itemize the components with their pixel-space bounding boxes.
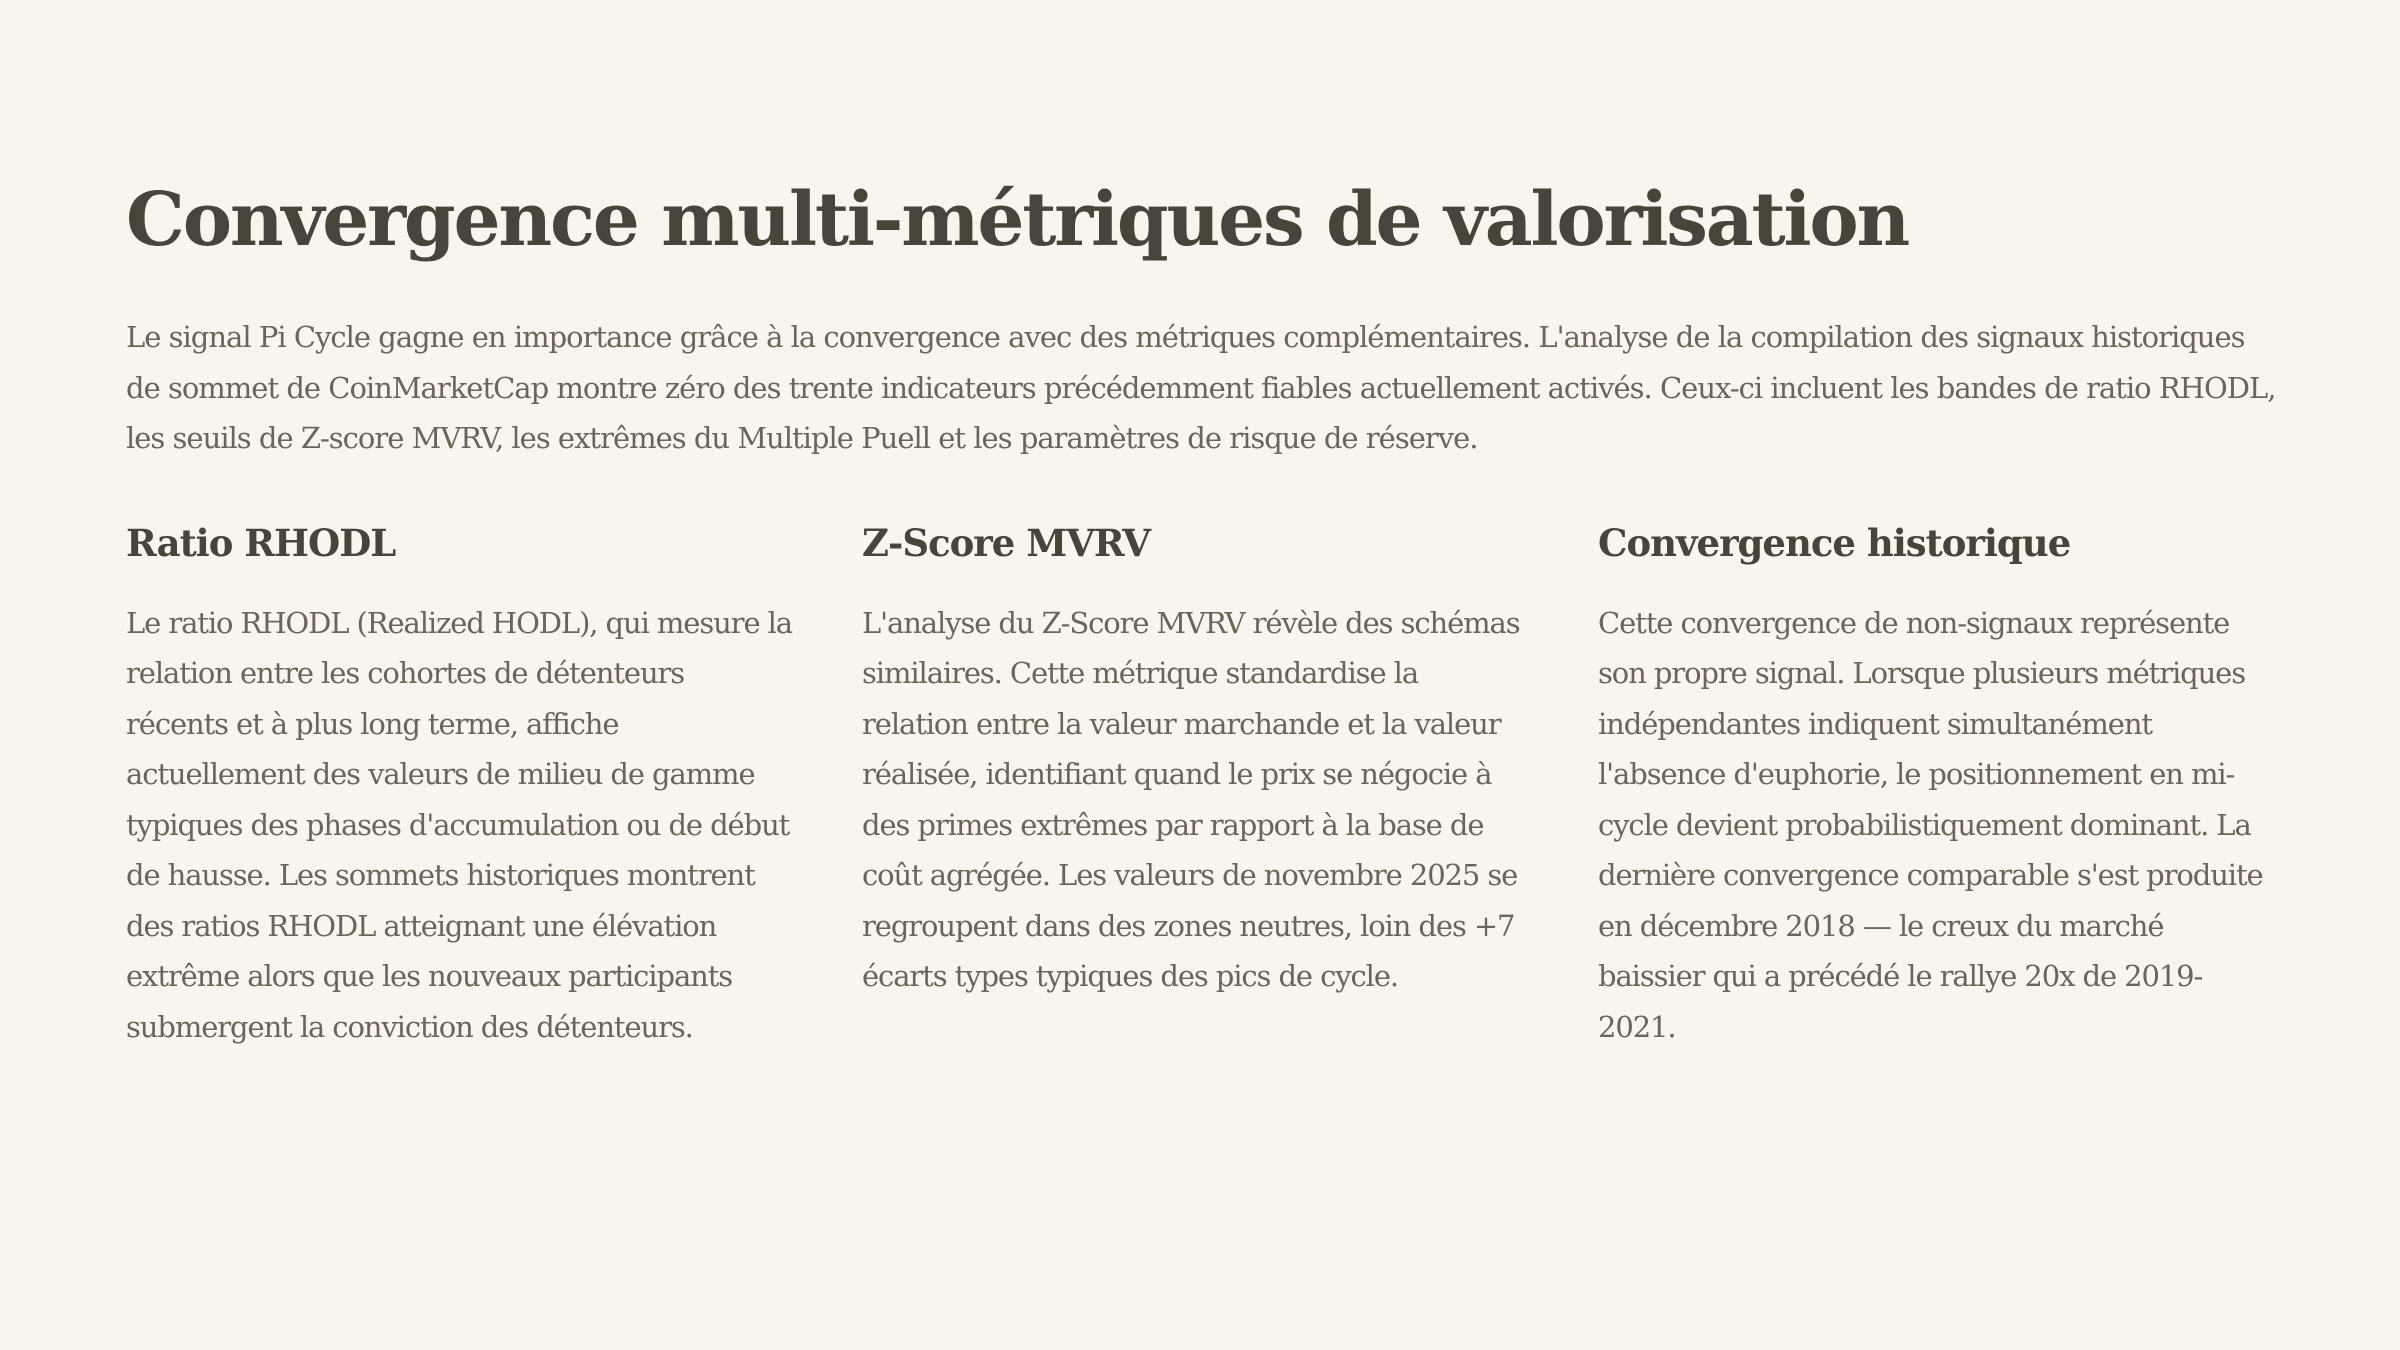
column-historical-convergence [1598,518,2266,1053]
column-heading-mvrv: Z-Score MVRV [862,520,1151,565]
column-rhodl-ratio [126,518,794,1053]
column-heading-convergence: Convergence historique [1598,520,2071,565]
document-page [126,160,2276,1138]
column-mvrv-zscore [862,518,1530,1002]
intro-paragraph: Le signal Pi Cycle gagne en importance grâce à la convergence avec des métriques complémentaires. L'analyse de la compilation des signaux historiques de sommet de CoinMarketCap montre zéro des trente indicateurs précédemment fiables actuellement activés. Ceux-ci incluent les bandes de ratio RHODL, les seuils de Z-score MVRV, les extrêmes du Multiple Puell et les paramètres de risque de réserve. [126,320,2276,455]
page-title: Convergence multi-métriques de valorisation [126,177,1909,263]
column-body-mvrv: L'analyse du Z-Score MVRV révèle des schémas similaires. Cette métrique standardise la relation entre la valeur marchande et la valeur réalisée, identifiant quand le prix se négocie à des primes extrêmes par rapport à la base de coût agrégée. Les valeurs de novembre 2025 se regroupent dans des zones neutres, loin des +7 écarts types typiques des pics de cycle. [862,605,1520,993]
column-body-convergence: Cette convergence de non-signaux représente son propre signal. Lorsque plusieurs métriques indépendantes indiquent simultanément l'absence d'euphorie, le positionnement en mi-cycle devient probabilistiquement dominant. La dernière convergence comparable s'est produite en décembre 2018 — le creux du marché baissier qui a précédé le rallye 20x de 2019-2021. [1598,605,2263,1044]
metric-columns [126,518,2276,1138]
column-heading-rhodl: Ratio RHODL [126,520,396,565]
column-body-rhodl: Le ratio RHODL (Realized HODL), qui mesure la relation entre les cohortes de détenteurs récents et à plus long terme, affiche actuellement des valeurs de milieu de gamme typiques des phases d'accumulation ou de début de hausse. Les sommets historiques montrent des ratios RHODL atteignant une élévation extrême alors que les nouveaux participants submergent la conviction des détenteurs. [126,605,792,1044]
